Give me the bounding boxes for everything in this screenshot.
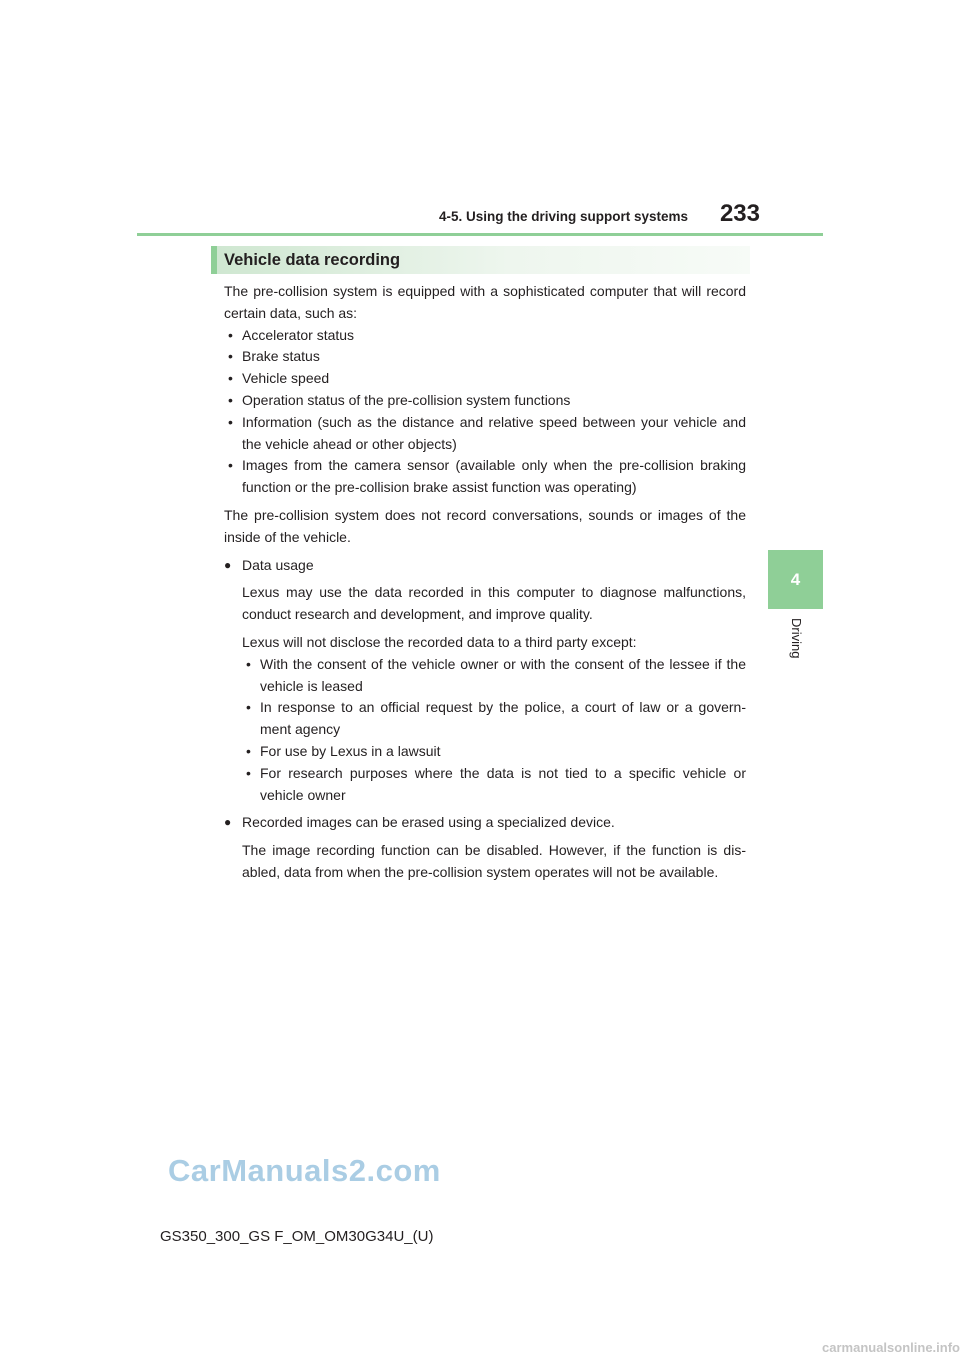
section-body [224, 281, 746, 884]
list-item: • Vehicle speed [224, 368, 746, 390]
list-item: • For research purposes where the data is not tied to a specific vehicle or vehicle owner [242, 763, 746, 807]
chapter-label: Driving [789, 618, 804, 659]
note-paragraph: The pre-collision system does not record conversations, sounds or images of the inside of the vehicle. [224, 506, 746, 545]
list-item: • Brake status [224, 346, 746, 368]
list-item: • Operation status of the pre-collision system functions [224, 390, 746, 412]
list-item: • For use by Lexus in a lawsuit [242, 741, 746, 763]
list-item: • With the consent of the vehicle owner or with the consent of the lessee if the vehicle is leased [242, 654, 746, 698]
running-header-section: 4-5. Using the driving support systems [438, 209, 688, 224]
section-heading: Vehicle data recording [211, 246, 750, 274]
list-item: • Images from the camera sensor (available only when the pre-collision braking function or the pre-collision brake assist function was operating) [224, 455, 746, 499]
header-divider [137, 233, 823, 236]
point-title: Data usage [242, 556, 314, 573]
data-usage-paragraph: Lexus may use the data recorded in this computer to diagnose malfunctions, conduct research and development, and improve quality. [242, 584, 746, 623]
watermark-logo: CarManuals2.com [168, 1153, 441, 1188]
image-recording-paragraph: The image recording function can be disabled. However, if the function is dis-abled, data from when the pre-collision system operates will not be available. [242, 842, 746, 880]
page-number: 233 [719, 200, 760, 227]
data-usage-body [224, 582, 746, 806]
chapter-number: 4 [790, 569, 801, 589]
intro-paragraph: The pre-collision system is equipped with a sophisticated computer that will record certain data, such as: [224, 283, 746, 321]
recorded-items-list [224, 325, 746, 499]
chapter-tab [768, 550, 823, 609]
point-title: Recorded images can be erased using a specialized device. [242, 814, 615, 831]
recorded-images-body [224, 840, 746, 884]
list-item: • Accelerator status [224, 325, 746, 347]
circle-bullet-icon: ● [224, 557, 232, 572]
exceptions-list [242, 654, 746, 807]
footer-document-code: GS350_300_GS F_OM_OM30G34U_(U) [160, 1228, 434, 1245]
recorded-images-point [224, 812, 746, 834]
circle-bullet-icon: ● [224, 815, 232, 830]
list-item: • In response to an official request by the police, a court of law or a govern-ment agency [242, 697, 746, 741]
list-item: • Information (such as the distance and relative speed between your vehicle and the vehicle ahead or other objects) [224, 412, 746, 456]
disclosure-paragraph: Lexus will not disclose the recorded data to a third party except: [242, 633, 637, 650]
watermark-site: carmanualsonline.info [822, 1340, 960, 1355]
data-usage-point [224, 555, 746, 577]
